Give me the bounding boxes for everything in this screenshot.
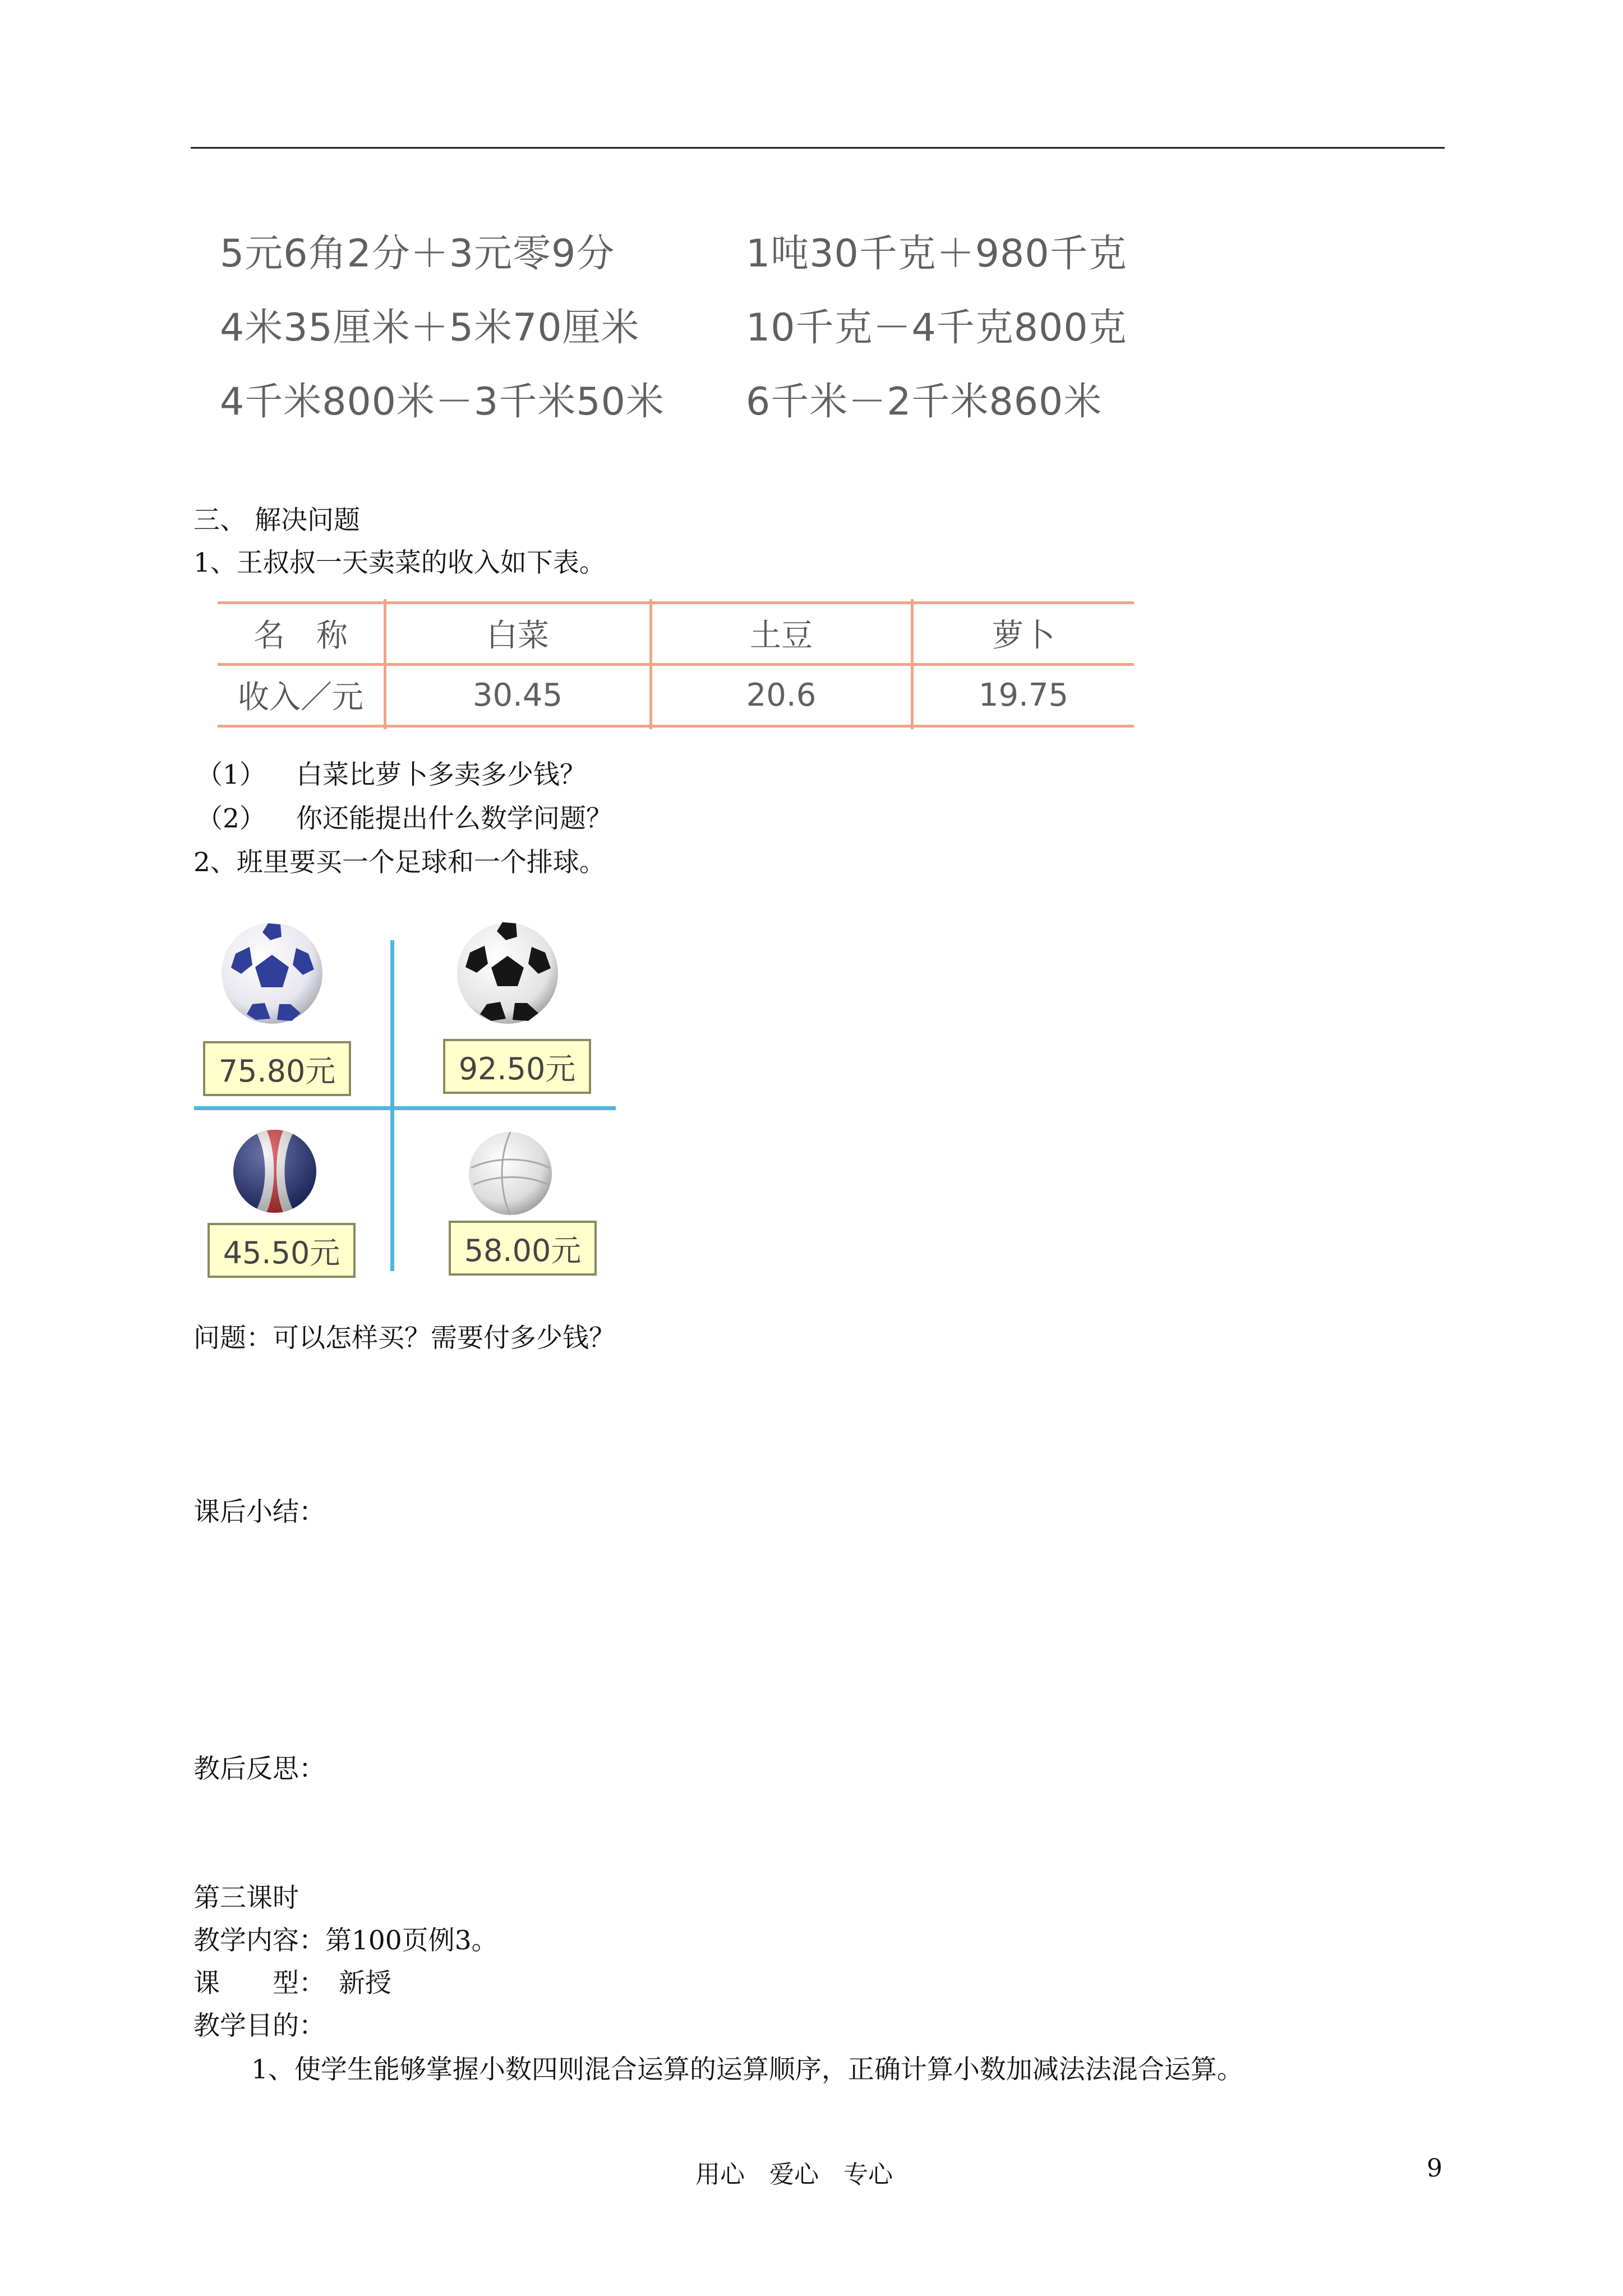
equation-left-3: 4千米800米－3千米50米 [220, 380, 665, 424]
equation-right-1: 1吨30千克＋980千克 [746, 232, 1127, 276]
table-header-cabbage: 白菜 [486, 618, 549, 654]
sub-question-1-number: （1） [196, 760, 266, 790]
price-tag: 58.00元 [449, 1221, 597, 1276]
header-rule [191, 147, 1445, 149]
lesson-title: 第三课时 [193, 1883, 299, 1913]
table-header-name: 名 称 [253, 618, 348, 654]
table-cell-cabbage-income: 30.45 [472, 677, 563, 714]
problem-2-question: 问题：可以怎样买？需要付多少钱？ [193, 1323, 615, 1354]
lesson-type-label: 课 型： [193, 1968, 325, 1999]
income-table [218, 599, 1134, 729]
table-header-potato: 土豆 [750, 618, 813, 654]
table-cell-potato-income: 20.6 [746, 677, 817, 714]
problem-1-text: 1、王叔叔一天卖菜的收入如下表。 [193, 547, 606, 578]
section-heading: 三、 解决问题 [193, 505, 360, 536]
blue-divider-vertical [390, 940, 394, 1271]
equation-left-2: 4米35厘米＋5米70厘米 [220, 306, 640, 350]
sub-question-2-number: （2） [196, 803, 266, 834]
footer-motto: 用心 爱心 专心 [695, 2160, 893, 2189]
sub-question-1-text: 白菜比萝卜多卖多少钱？ [296, 760, 586, 790]
equation-right-2: 10千克－4千克800克 [746, 306, 1127, 350]
tricolor-volleyball-icon [230, 1126, 320, 1216]
table-cell-radish-income: 19.75 [978, 677, 1069, 714]
sub-question-2-text: 你还能提出什么数学问题？ [296, 803, 612, 834]
balls-figure [191, 898, 628, 1279]
blue-football-icon [219, 920, 325, 1027]
lesson-goal-1: 1、使学生能够掌握小数四则混合运算的运算顺序，正确计算小数加减法法混合运算。 [251, 2054, 1243, 2085]
equation-right-3: 6千米－2千米860米 [746, 380, 1103, 424]
lesson-type-value: 新授 [339, 1968, 391, 1999]
reflection-label: 教后反思： [193, 1754, 325, 1784]
black-football-icon [454, 920, 561, 1027]
page-number: 9 [1427, 2154, 1442, 2183]
summary-label: 课后小结： [193, 1497, 325, 1527]
price-tag: 75.80元 [203, 1041, 351, 1096]
lesson-content: 教学内容：第100页例3。 [193, 1925, 498, 1956]
lesson-goals-label: 教学目的： [193, 2010, 325, 2041]
price-tag: 92.50元 [443, 1039, 591, 1094]
table-header-radish: 萝卜 [992, 618, 1055, 654]
problem-2-text: 2、班里要买一个足球和一个排球。 [193, 847, 606, 878]
white-volleyball-icon [465, 1129, 555, 1218]
blue-divider-horizontal [194, 1106, 616, 1110]
equation-left-1: 5元6角2分＋3元零9分 [220, 232, 615, 276]
table-row-label: 收入／元 [238, 679, 363, 716]
price-tag: 45.50元 [208, 1223, 356, 1278]
table-line-bottom [218, 725, 1134, 728]
